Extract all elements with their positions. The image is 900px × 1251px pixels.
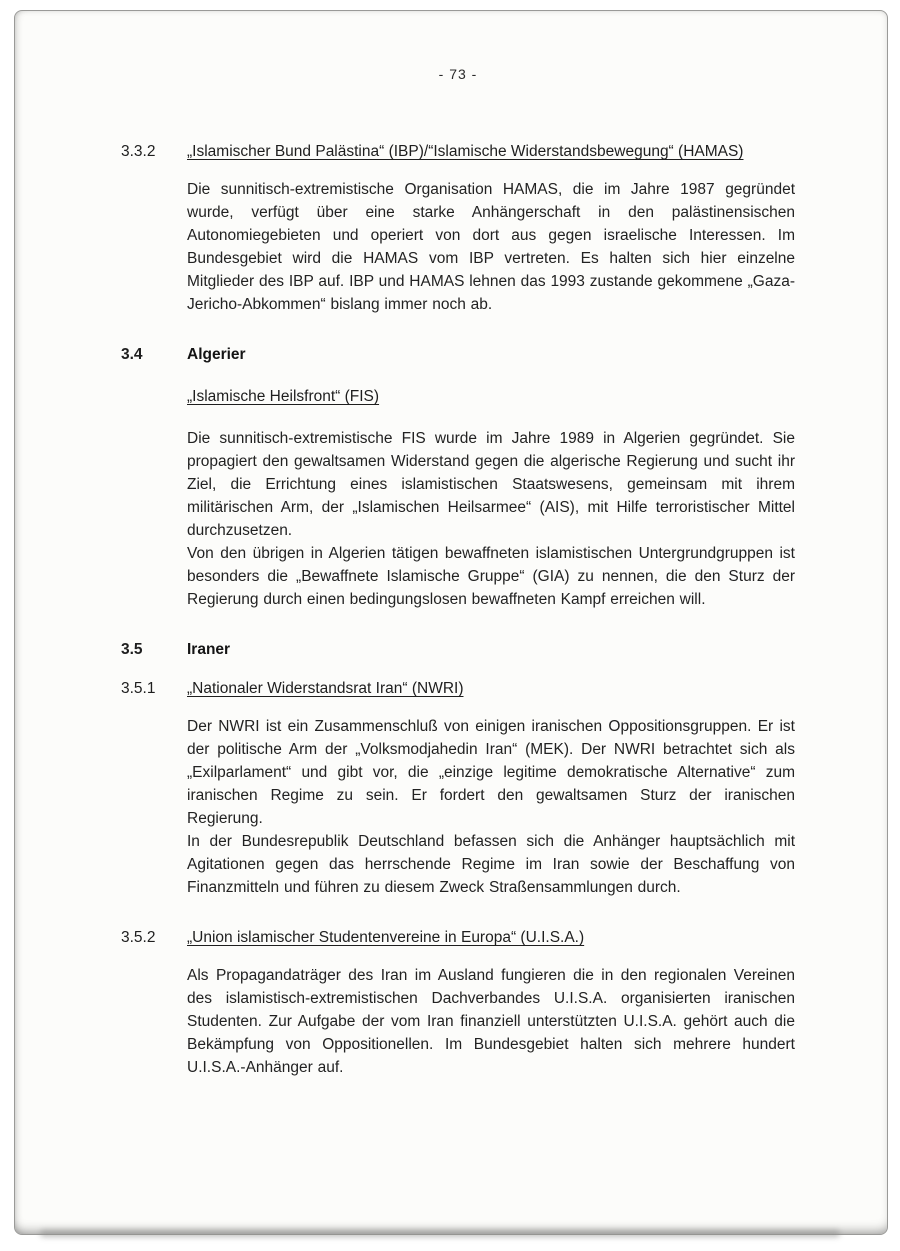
paragraph: Von den übrigen in Algerien tätigen bewaffneten islamistischen Untergrundgruppen ist besonders die „Bewaffnete Islamische Gruppe“ (GIA) zu nennen, die den Sturz der Regierung durch einen bedingungslosen bewaffneten Kampf erreichen will. (187, 545, 795, 608)
section-algerier (121, 343, 795, 611)
section-title: Algerier (187, 346, 246, 363)
section-heading: „Nationaler Widerstandsrat Iran“ (NWRI) (187, 680, 464, 697)
scan-bottom-shadow (40, 1230, 840, 1237)
paragraph: Der NWRI ist ein Zusammenschluß von einigen iranischen Oppositionsgruppen. Er ist der politische Arm der „Volksmodjahedin Iran“ (MEK). Der NWRI betrachtet sich als „Exilparlament“ und gibt vor, die „einzige legitime demokratische Alternative“ zum iranischen Regime zu sein. Er fordert den gewaltsamen Sturz der iranischen Regierung. (187, 718, 795, 827)
section-content (187, 343, 795, 611)
section-number: 3.5 (121, 641, 143, 658)
section-number: 3.5.1 (121, 680, 156, 697)
paragraph: Die sunnitisch-extremistische Organisation HAMAS, die im Jahre 1987 gegründet wurde, verfügt über eine starke Anhängerschaft in den palästinensischen Autonomiegebieten und operiert von dort aus gegen israelische Interessen. Im Bundesgebiet wird die HAMAS vom IBP vertreten. Es halten sich hier einzelne Mitglieder des IBP auf. IBP und HAMAS lehnen das 1993 zustande gekommene „Gaza-Jericho-Abkommen“ bislang immer noch ab. (187, 181, 795, 313)
section-nwri (121, 677, 795, 899)
paragraph: Die sunnitisch-extremistische FIS wurde im Jahre 1989 in Algerien gegründet. Sie propagiert den gewaltsamen Widerstand gegen die algerische Regierung und sucht ihr Ziel, die Errichtung eines islamistischen Staatswesens, gemeinsam mit ihrem militärischen Arm, der „Islamischen Heilsarmee“ (AIS), mit Hilfe terroristischer Mittel durchzusetzen. (187, 430, 795, 539)
section-number: 3.4 (121, 346, 143, 363)
paragraph: In der Bundesrepublik Deutschland befassen sich die Anhänger hauptsächlich mit Agitationen gegen das herrschende Regime im Iran sowie der Beschaffung von Finanzmitteln und führen zu diesem Zweck Straßensammlungen durch. (187, 833, 795, 896)
section-title: Iraner (187, 641, 231, 658)
section-ibp-hamas (121, 140, 795, 316)
section-number: 3.5.2 (121, 929, 156, 946)
section-content (187, 638, 795, 661)
section-content (187, 140, 795, 316)
section-subheading: „Islamische Heilsfront“ (FIS) (187, 388, 380, 405)
page-number: - 73 - (438, 66, 478, 82)
paragraph: Als Propagandaträger des Iran im Ausland fungieren die in den regionalen Vereinen des islamistisch-extremistischen Dachverbandes U.I.S.A. organisierten iranischen Studenten. Zur Aufgabe der vom Iran finanziell unterstützten U.I.S.A. gehört auch die Bekämpfung von Oppositionellen. Im Bundesgebiet halten sich mehrere hundert U.I.S.A.-Anhänger auf. (187, 967, 795, 1076)
section-uisa (121, 926, 795, 1079)
section-number: 3.3.2 (121, 143, 156, 160)
section-content (187, 926, 795, 1079)
section-heading: „Union islamischer Studentenvereine in Europa“ (U.I.S.A.) (187, 929, 585, 946)
section-heading: „Islamischer Bund Palästina“ (IBP)/“Islamische Widerstandsbewegung“ (HAMAS) (187, 143, 744, 160)
document-page (14, 10, 888, 1235)
section-content (187, 677, 795, 899)
section-iraner (121, 638, 795, 661)
